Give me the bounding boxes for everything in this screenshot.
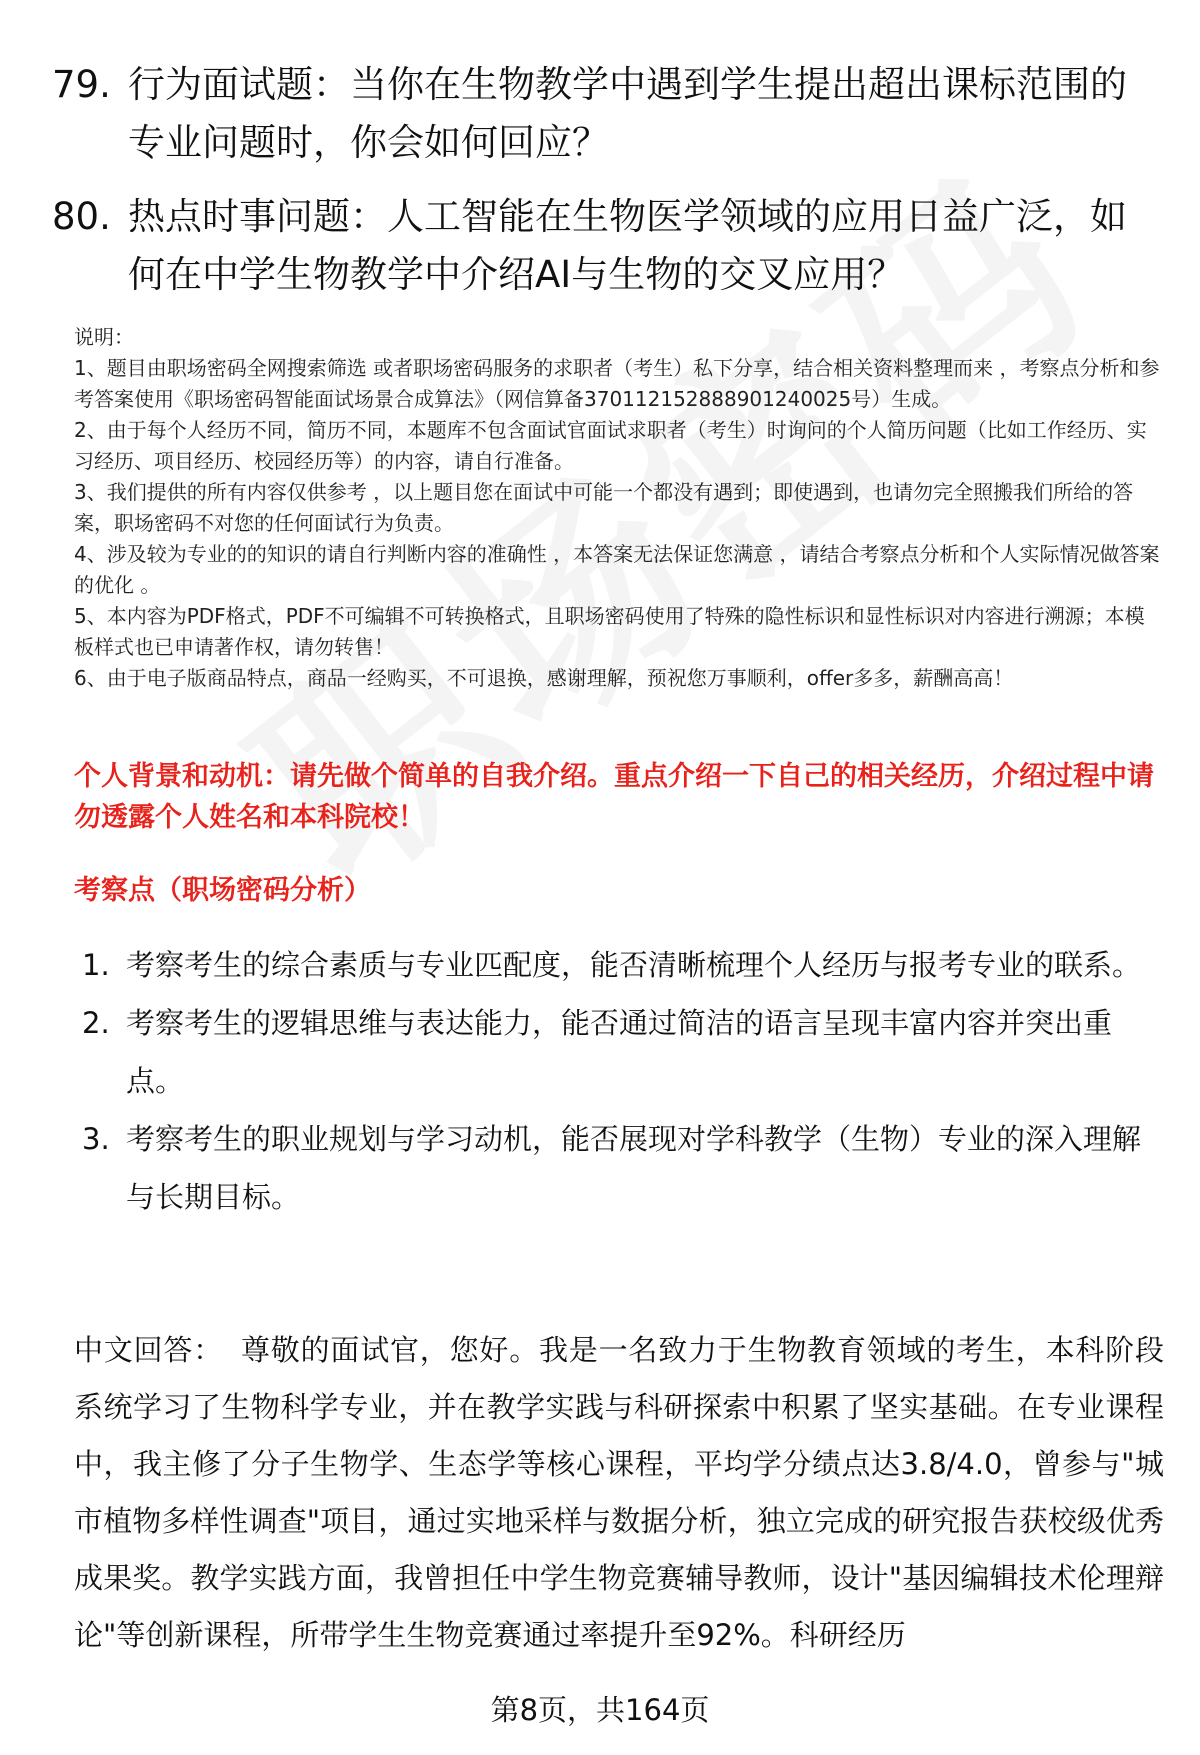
question-text: 热点时事问题：人工智能在生物医学领域的应用日益广泛，如何在中学生物教学中介绍AI与生物的交叉应用？ — [128, 195, 1127, 296]
note-item: 2、由于每个人经历不同，简历不同，本题库不包含面试官面试求职者（考生）时询问的个人简历问题（比如工作经历、实习经历、项目经历、校园经历等）的内容，请自行准备。 — [74, 418, 1147, 473]
notes-title: 说明： — [74, 325, 134, 349]
question-number: 79. — [52, 63, 111, 106]
question-text: 行为面试题：当你在生物教学中遇到学生提出超出课标范围的专业问题时，你会如何回应？ — [128, 63, 1127, 164]
question-79 — [52, 56, 1152, 172]
analysis-points-list — [82, 936, 1162, 1226]
list-item — [82, 994, 1162, 1110]
answer-paragraph — [74, 1322, 1164, 1664]
list-item-text: 考察考生的逻辑思维与表达能力，能否通过简洁的语言呈现丰富内容并突出重点。 — [126, 1006, 1113, 1098]
section-heading: 个人背景和动机：请先做个简单的自我介绍。重点介绍一下自己的相关经历，介绍过程中请勿透露个人姓名和本科院校！ — [74, 761, 1154, 833]
question-number: 80. — [52, 195, 111, 238]
note-item: 4、涉及较为专业的的知识的请自行判断内容的准确性 ，本答案无法保证您满意 ，请结合考察点分析和个人实际情况做答案的优化 。 — [74, 542, 1160, 597]
note-item: 1、题目由职场密码全网搜索筛选 或者职场密码服务的求职者（考生）私下分享，结合相关资料整理而来 ，考察点分析和参考答案使用《职场密码智能面试场景合成算法》（网信算备370112152888901240025号）生成。 — [74, 356, 1160, 411]
list-item-text: 考察考生的综合素质与专业匹配度，能否清晰梳理个人经历与报考专业的联系。 — [126, 948, 1142, 982]
list-item-text: 考察考生的职业规划与学习动机，能否展现对学科教学（生物）专业的深入理解与长期目标。 — [126, 1122, 1142, 1214]
list-item — [82, 936, 1162, 994]
question-80 — [52, 188, 1152, 304]
note-item: 6、由于电子版商品特点，商品一经购买，不可退换，感谢理解，预祝您万事顺利，offer多多，薪酬高高！ — [74, 666, 1014, 690]
page-number: 第8页，共164页 — [490, 1693, 710, 1727]
analysis-heading: 考察点（职场密码分析） — [74, 875, 371, 906]
list-item-number: 2. — [82, 1006, 110, 1040]
disclaimer-notes — [74, 322, 1164, 694]
note-item: 3、我们提供的所有内容仅供参考 ，以上题目您在面试中可能一个都没有遇到；即使遇到，也请勿完全照搬我们所给的答案，职场密码不对您的任何面试行为负责。 — [74, 480, 1134, 535]
list-item-number: 3. — [82, 1122, 110, 1156]
answer-label: 中文回答： — [74, 1333, 223, 1367]
answer-text: 尊敬的面试官，您好。我是一名致力于生物教育领域的考生，本科阶段系统学习了生物科学专业，并在教学实践与科研探索中积累了坚实基础。在专业课程中，我主修了分子生物学、生态学等核心课程，平均学分绩点达3.8/4.0，曾参与"城市植物多样性调查"项目，通过实地采样与数据分析，独立完成的研究报告获校级优秀成果奖。教学实践方面，我曾担任中学生物竞赛辅导教师，设计"基因编辑技术伦理辩论"等创新课程，所带学生生物竞赛通过率提升至92%。科研经历 — [74, 1333, 1164, 1652]
note-item: 5、本内容为PDF格式，PDF不可编辑不可转换格式，且职场密码使用了特殊的隐性标识和显性标识对内容进行溯源；本模板样式也已申请著作权，请勿转售！ — [74, 604, 1145, 659]
list-item-number: 1. — [82, 948, 110, 982]
list-item — [82, 1110, 1162, 1226]
